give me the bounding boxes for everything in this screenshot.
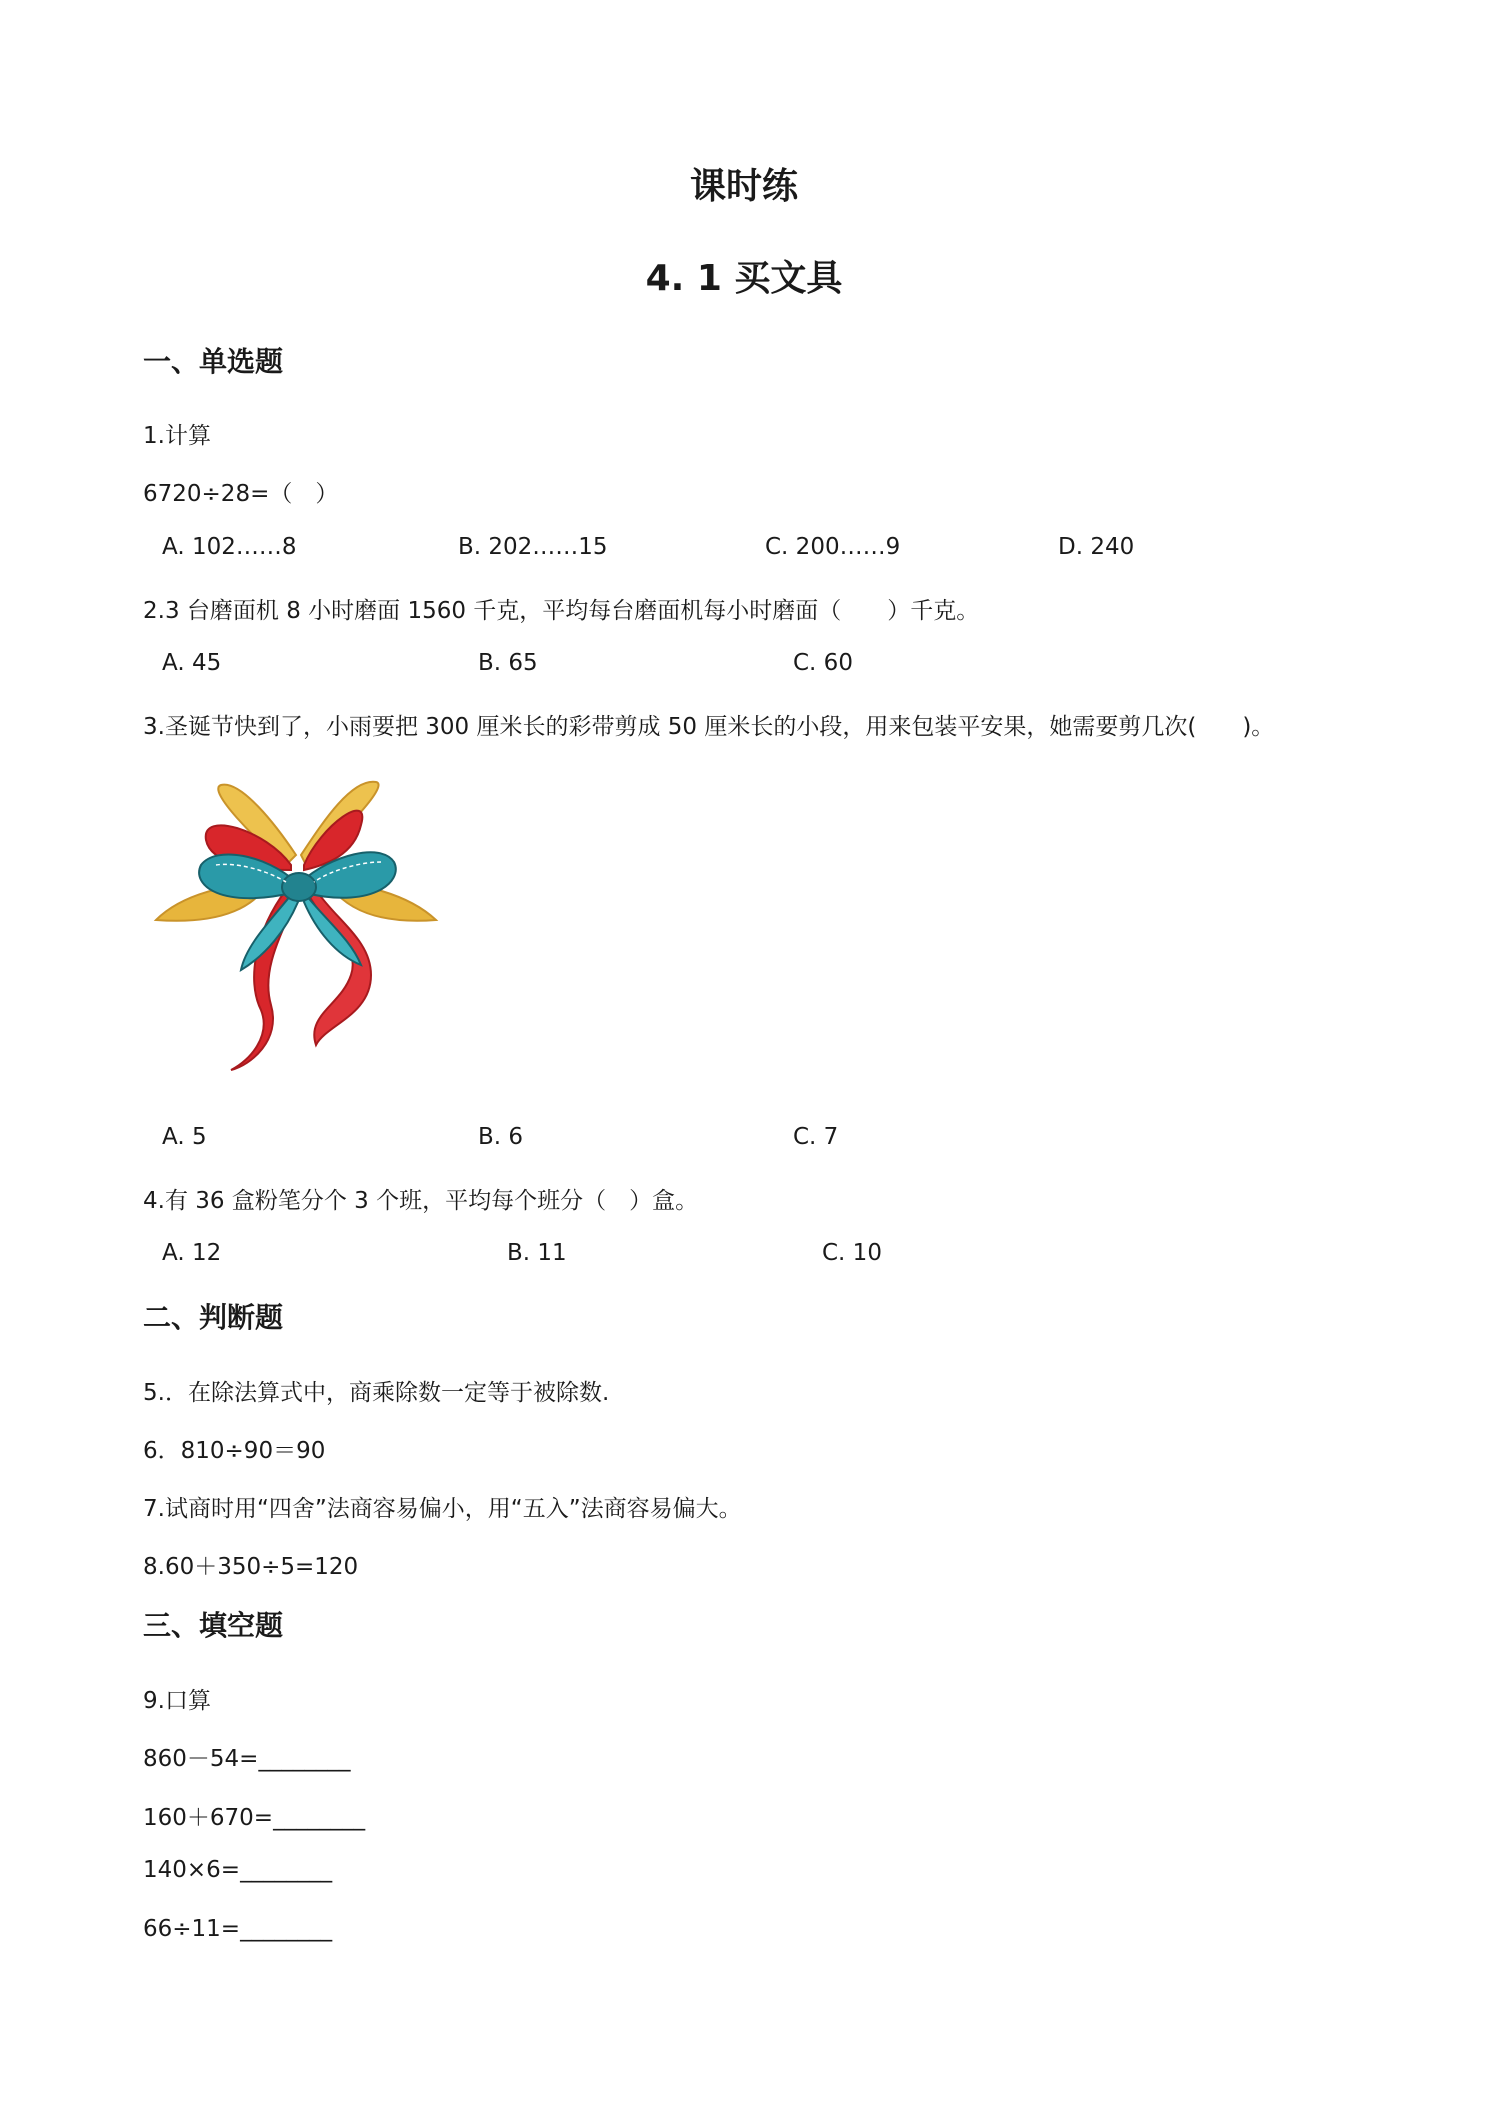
question-8: 8.60＋350÷5=120: [143, 1554, 359, 1580]
question-3-option-a[interactable]: A. 5: [162, 1124, 207, 1150]
question-3-option-b[interactable]: B. 6: [478, 1124, 524, 1150]
question-4-option-a[interactable]: A. 12: [162, 1240, 222, 1266]
question-3-option-c[interactable]: C. 7: [793, 1124, 839, 1150]
question-1-option-b[interactable]: B. 202……15: [458, 534, 608, 560]
question-1-stem: 1.计算: [143, 423, 211, 449]
question-7: 7.试商时用“四舍”法商容易偏小，用“五入”法商容易偏大。: [143, 1496, 742, 1522]
section-heading-true-false: 二、判断题: [143, 1301, 284, 1334]
section-heading-fill-in: 三、填空题: [143, 1609, 284, 1642]
question-9-stem: 9.口算: [143, 1688, 211, 1714]
question-1-option-c[interactable]: C. 200……9: [765, 534, 901, 560]
ribbon-bow-icon: [146, 770, 446, 1080]
question-1-option-d[interactable]: D. 240: [1058, 534, 1135, 560]
question-6: 6．810÷90＝90: [143, 1438, 326, 1464]
question-2-option-a[interactable]: A. 45: [162, 650, 222, 676]
question-9-item-4[interactable]: 66÷11=________: [143, 1916, 333, 1942]
question-4-stem: 4.有 36 盒粉笔分个 3 个班，平均每个班分（ ）盒。: [143, 1188, 699, 1214]
question-2-option-b[interactable]: B. 65: [478, 650, 538, 676]
section-heading-single-choice: 一、单选题: [143, 345, 284, 378]
question-9-item-1[interactable]: 860－54=________: [143, 1746, 351, 1772]
question-1-expression: 6720÷28=（ ）: [143, 481, 339, 507]
question-4-option-b[interactable]: B. 11: [507, 1240, 567, 1266]
question-3-stem: 3.圣诞节快到了，小雨要把 300 厘米长的彩带剪成 50 厘米长的小段，用来包装平安果，她需要剪几次( )。: [143, 714, 1275, 740]
question-2-option-c[interactable]: C. 60: [793, 650, 853, 676]
question-9-item-2[interactable]: 160＋670=________: [143, 1805, 366, 1831]
question-5: 5.．在除法算式中，商乘除数一定等于被除数.: [143, 1380, 610, 1406]
question-4-option-c[interactable]: C. 10: [822, 1240, 882, 1266]
page-title: 课时练: [689, 166, 798, 207]
page-subtitle: 4. 1 买文具: [645, 258, 843, 299]
question-9-item-3[interactable]: 140×6=________: [143, 1857, 333, 1883]
question-2-stem: 2.3 台磨面机 8 小时磨面 1560 千克，平均每台磨面机每小时磨面（ ）千克。: [143, 598, 980, 624]
question-1-option-a[interactable]: A. 102……8: [162, 534, 297, 560]
